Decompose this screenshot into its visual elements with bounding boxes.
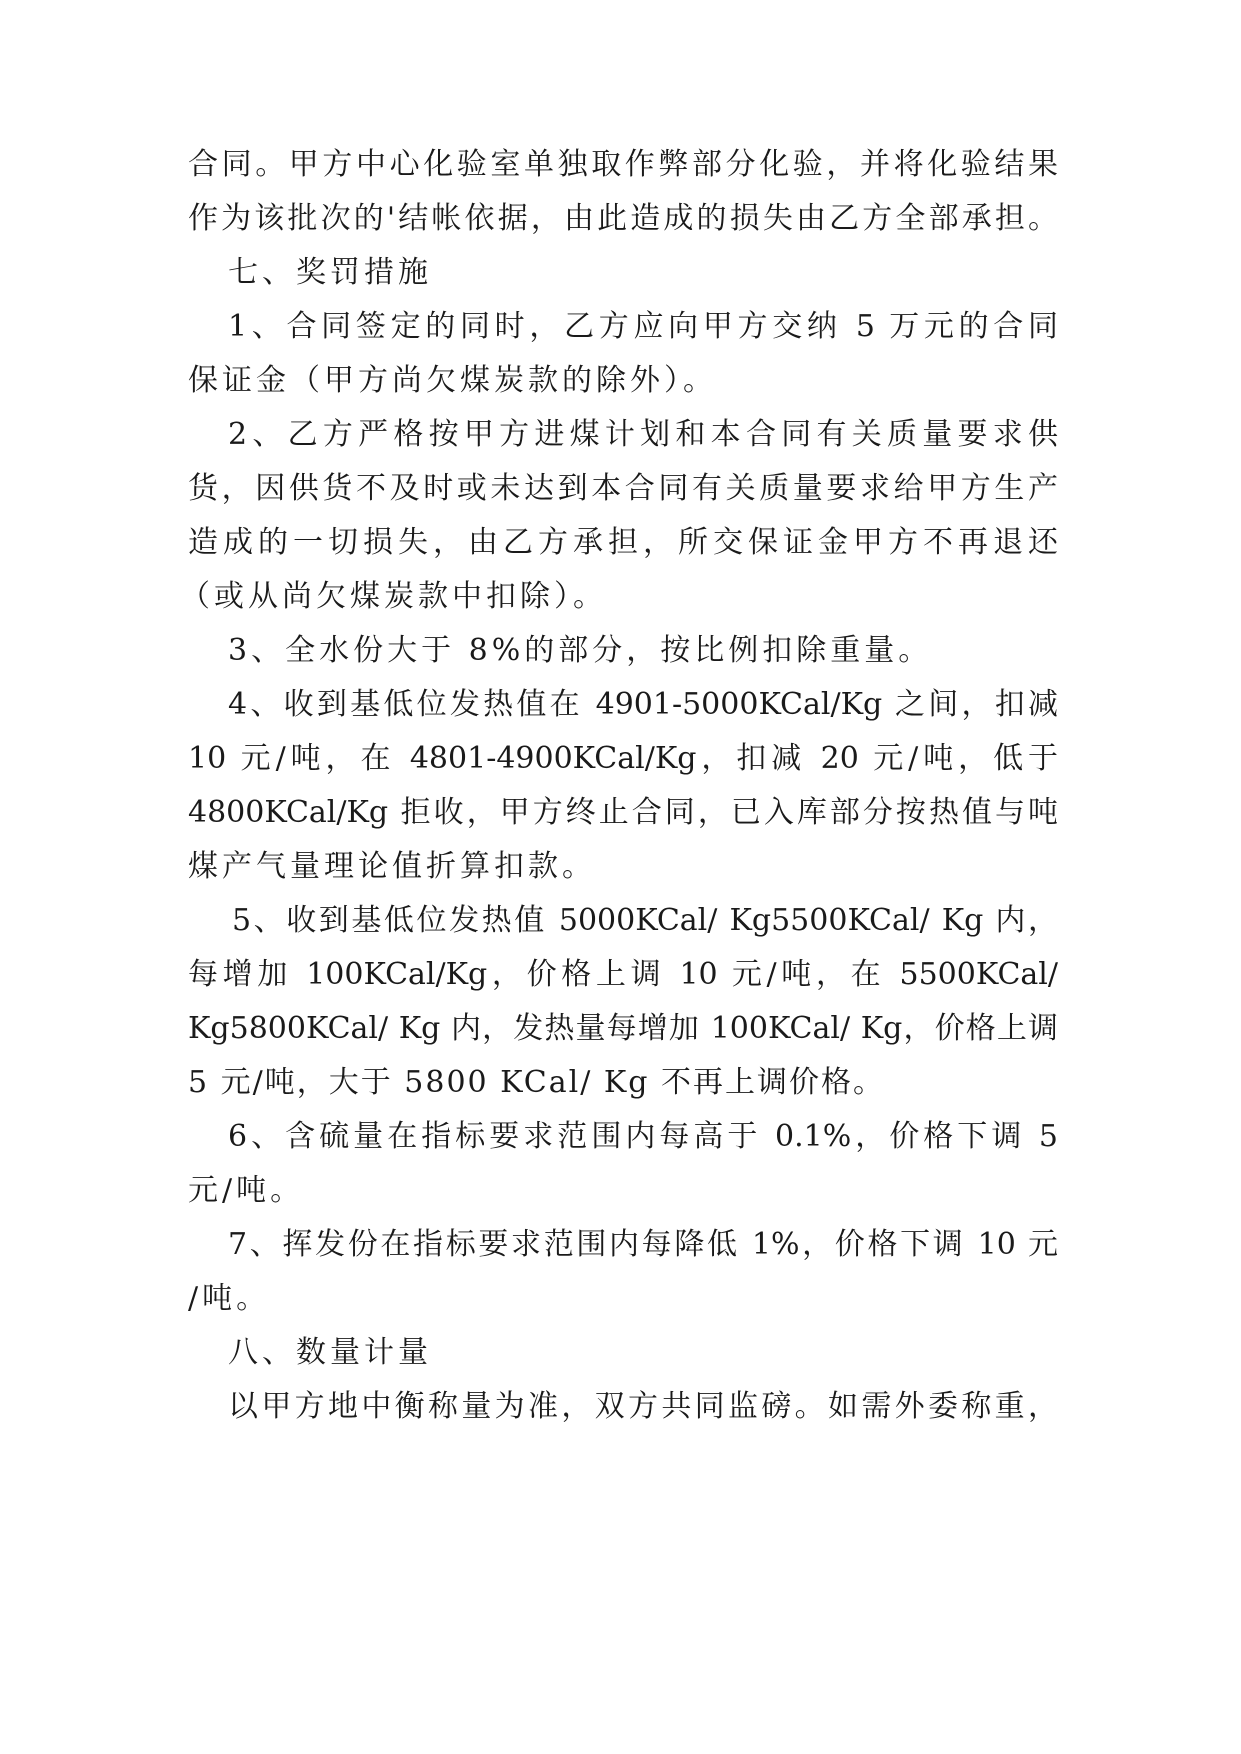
- section-heading: 八、数量计量: [228, 1335, 432, 1370]
- text-line: 1、合同签定的同时，乙方应向甲方交纳 5 万元的合同: [228, 309, 1058, 344]
- text-line: 合同。甲方中心化验室单独取作弊部分化验，并将化验结果: [188, 147, 1058, 182]
- text-line: 2、乙方严格按甲方进煤计划和本合同有关质量要求供: [228, 417, 1058, 452]
- text-line: 造成的一切损失，由乙方承担，所交保证金甲方不再退还: [188, 525, 1058, 560]
- text-line: 元/吨。: [188, 1173, 305, 1208]
- text-line: 6、含硫量在指标要求范围内每高于 0.1%，价格下调 5: [228, 1119, 1058, 1154]
- text-line: 以甲方地中衡称量为准，双方共同监磅。如需外委称重，: [228, 1389, 1058, 1424]
- text-line: 煤产气量理论值折算扣款。: [188, 849, 596, 884]
- text-line: 4、收到基低位发热值在 4901-5000KCal/Kg 之间，扣减: [228, 687, 1058, 722]
- text-line: 7、挥发份在指标要求范围内每降低 1%，价格下调 10 元: [228, 1227, 1058, 1262]
- text-line: 货，因供货不及时或未达到本合同有关质量要求给甲方生产: [188, 471, 1058, 506]
- text-line: 保证金（甲方尚欠煤炭款的除外）。: [188, 363, 717, 398]
- text-line: 每增加 100KCal/Kg，价格上调 10 元/吨，在 5500KCal/: [188, 957, 1058, 992]
- text-line: 作为该批次的'结帐依据，由此造成的损失由乙方全部承担。: [188, 201, 1058, 236]
- section-heading: 七、奖罚措施: [228, 255, 432, 290]
- text-line: （或从尚欠煤炭款中扣除）。: [180, 579, 607, 614]
- text-line: 10 元/吨，在 4801-4900KCal/Kg，扣减 20 元/吨，低于: [188, 741, 1058, 776]
- text-line: 3、全水份大于 8%的部分，按比例扣除重量。: [228, 633, 933, 668]
- text-line: 5 元/吨，大于 5800 KCal/ Kg 不再上调价格。: [188, 1065, 885, 1100]
- text-line: 4800KCal/Kg 拒收，甲方终止合同，已入库部分按热值与吨: [188, 795, 1058, 830]
- text-line: /吨。: [188, 1281, 271, 1316]
- text-line: 5、收到基低位发热值 5000KCal/ Kg5500KCal/ Kg 内，: [232, 903, 1058, 938]
- text-line: Kg5800KCal/ Kg 内，发热量每增加 100KCal/ Kg，价格上调: [188, 1011, 1058, 1046]
